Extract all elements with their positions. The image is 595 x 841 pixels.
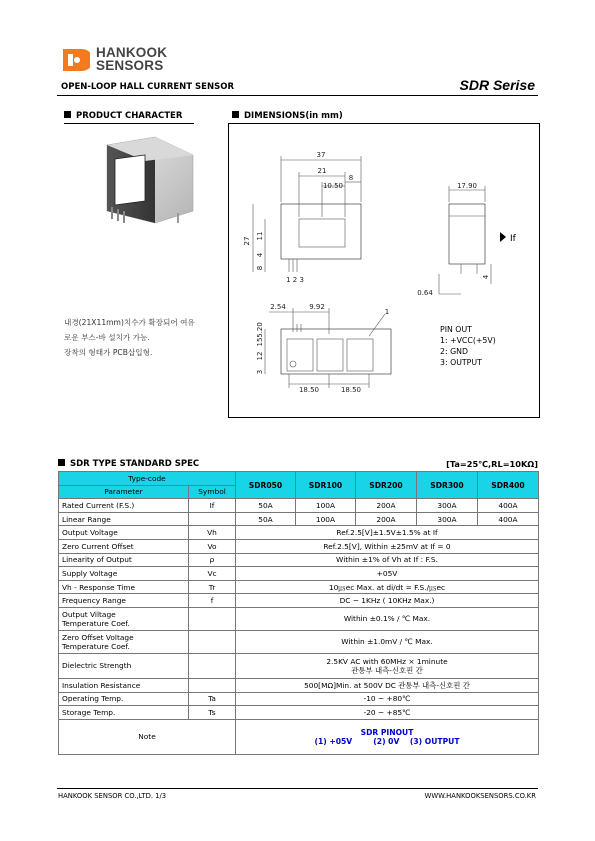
table-row: [59, 607, 539, 630]
value-cell: Ref.2.5[V], Within ±25mV at If = 0: [236, 539, 539, 553]
param-cell: Rated Current (F.S.): [59, 499, 189, 513]
footer-company: HANKOOK SENSOR CO.,LTD. 1/3: [58, 792, 167, 800]
table-row: [59, 580, 539, 594]
symbol-cell: ρ: [189, 553, 236, 567]
param-cell: Dielectric Strength: [59, 653, 189, 678]
brand-line-2: SENSORS: [96, 58, 164, 73]
note-line: (1) +05V (2) 0V (3) OUTPUT: [314, 736, 460, 746]
note-cell: [236, 719, 539, 754]
value-cell: 100A: [296, 512, 356, 526]
dim-label: 2.54: [270, 303, 286, 311]
dimensions-drawing: [229, 124, 539, 417]
symbol-cell: Tr: [189, 580, 236, 594]
symbol-cell: [189, 678, 236, 692]
dim-label: 21: [317, 167, 327, 175]
symbol-cell: [189, 512, 236, 526]
dim-label: 15: [256, 337, 264, 347]
param-cell: Output Voltage: [59, 526, 189, 540]
value-cell: 2.5KV AC with 60MHz × 1minute 관통부 내측-신호핀 간: [236, 653, 539, 678]
param-cell: Operating Temp.: [59, 692, 189, 706]
model-header: SDR300: [417, 472, 478, 499]
model-header: SDR100: [296, 472, 356, 499]
value-cell: Within ±0.1% / ℃ Max.: [236, 607, 539, 630]
note-title: SDR PINOUT: [360, 727, 414, 737]
dim-label: 12: [256, 351, 264, 361]
dim-label: 4: [256, 252, 264, 258]
dim-label: 18.50: [298, 386, 320, 394]
param-cell: Zero Current Offset: [59, 539, 189, 553]
dim-label: 8: [348, 174, 354, 182]
spec-table: [58, 471, 539, 755]
model-header: SDR050: [236, 472, 296, 499]
header-subtitle: OPEN-LOOP HALL CURRENT SENSOR: [61, 82, 234, 92]
if-label: If: [510, 234, 516, 244]
symbol-cell: [189, 607, 236, 630]
dim-label: 4: [482, 274, 490, 280]
value-cell: -20 ~ +85℃: [236, 706, 539, 720]
product-note: 내경(21X11mm)치수가 확장되어 여유: [64, 318, 195, 327]
section-spec-title: SDR TYPE STANDARD SPEC: [58, 459, 199, 469]
product-note: 로운 부스-바 설치가 가능.: [64, 333, 150, 342]
pinout-title: PIN OUT: [440, 325, 472, 334]
table-row: [59, 653, 539, 678]
value-cell: 200A: [356, 512, 417, 526]
symbol-cell: Ts: [189, 706, 236, 720]
symbol-cell: [189, 653, 236, 678]
value-cell: Within ±1% of Vh at If : F.S.: [236, 553, 539, 567]
table-row: [59, 678, 539, 692]
table-row: [59, 526, 539, 540]
param-cell: Vh - Response Time: [59, 580, 189, 594]
typecode-header: Type-code: [59, 472, 236, 486]
value-cell: 400A: [478, 499, 539, 513]
dim-label: 18.50: [340, 386, 362, 394]
table-row: [59, 692, 539, 706]
value-cell: -10 ~ +80℃: [236, 692, 539, 706]
param-cell: Linearity of Output: [59, 553, 189, 567]
value-cell: Within ±1.0mV / ℃ Max.: [236, 630, 539, 653]
dim-label: 8: [256, 265, 264, 271]
section-dimensions-title: DIMENSIONS(in mm): [232, 111, 343, 121]
dim-label: 5.20: [256, 322, 264, 338]
value-cell: 50A: [236, 512, 296, 526]
product-notes: [64, 315, 195, 360]
table-header-row: [59, 472, 539, 486]
pinout-line: 1: +VCC(+5V): [440, 336, 496, 345]
section-underline: [64, 123, 194, 124]
dim-label: 1 2 3: [286, 276, 304, 284]
pinout-line: 3: OUTPUT: [440, 358, 482, 367]
model-header: SDR200: [356, 472, 417, 499]
pinout-block: [440, 324, 496, 368]
table-row: [59, 553, 539, 567]
dim-label: 1: [384, 308, 390, 316]
table-row: [59, 539, 539, 553]
symbol-cell: Ta: [189, 692, 236, 706]
dim-label: 37: [316, 151, 326, 159]
table-row: [59, 512, 539, 526]
table-row: [59, 630, 539, 653]
param-cell: Storage Temp.: [59, 706, 189, 720]
pinout-line: 2: GND: [440, 347, 468, 356]
value-cell: Ref.2.5[V]±1.5V±1.5% at If: [236, 526, 539, 540]
value-cell: DC ~ 1KHz ( 10KHz Max.): [236, 594, 539, 608]
param-cell: Insulation Resistance: [59, 678, 189, 692]
value-cell: +05V: [236, 567, 539, 581]
symbol-cell: Vo: [189, 539, 236, 553]
dim-label: 10.50: [322, 182, 344, 190]
value-cell: 10㎲ec Max. at di/dt = F.S./㎲ec: [236, 580, 539, 594]
value-cell: 300A: [417, 499, 478, 513]
dim-label: 0.64: [417, 289, 433, 297]
brand-name: [96, 46, 167, 72]
symbol-cell: Vh: [189, 526, 236, 540]
param-cell: Frequency Range: [59, 594, 189, 608]
param-cell: Zero Offset Voltage Temperature Coef.: [59, 630, 189, 653]
symbol-cell: Vc: [189, 567, 236, 581]
table-row: [59, 594, 539, 608]
dim-label: 27: [243, 236, 251, 246]
spec-condition: [Ta=25℃,RL=10KΩ]: [446, 459, 538, 469]
if-arrow-icon: [500, 232, 506, 242]
symbol-cell: If: [189, 499, 236, 513]
value-cell: 500[MΩ]Min. at 500V DC 관통부 내측-신호핀 간: [236, 678, 539, 692]
dim-label: 11: [256, 231, 264, 241]
table-row: [59, 567, 539, 581]
footer-divider: [57, 788, 538, 789]
table-row: [59, 499, 539, 513]
symbol-cell: f: [189, 594, 236, 608]
dim-label: 17.90: [456, 182, 478, 190]
section-product-title: PRODUCT CHARACTER: [64, 111, 182, 121]
product-note: 장착의 형태가 PCB삽입형.: [64, 348, 153, 357]
note-label: Note: [59, 719, 236, 754]
value-cell: 300A: [417, 512, 478, 526]
value-cell: 400A: [478, 512, 539, 526]
param-cell: Supply Voltage: [59, 567, 189, 581]
model-header: SDR400: [478, 472, 539, 499]
product-image: [101, 131, 197, 227]
series-title: SDR Serise: [459, 77, 535, 93]
parameter-header: Parameter: [59, 485, 189, 499]
table-row: [59, 706, 539, 720]
hankook-logo-icon: [60, 47, 90, 73]
symbol-cell: [189, 630, 236, 653]
param-cell: Output Viltage Temperature Coef.: [59, 607, 189, 630]
table-row: [59, 719, 539, 754]
footer-website: WWW.HANKOOKSENSORS.CO.KR: [424, 792, 536, 800]
dim-label: 3: [256, 369, 264, 375]
brand-line-1: HANKOOK: [96, 45, 168, 60]
value-cell: 100A: [296, 499, 356, 513]
value-cell: 200A: [356, 499, 417, 513]
dim-label: 9.92: [309, 303, 325, 311]
param-cell: Linear Range: [59, 512, 189, 526]
value-cell: 50A: [236, 499, 296, 513]
symbol-header: Symbol: [189, 485, 236, 499]
